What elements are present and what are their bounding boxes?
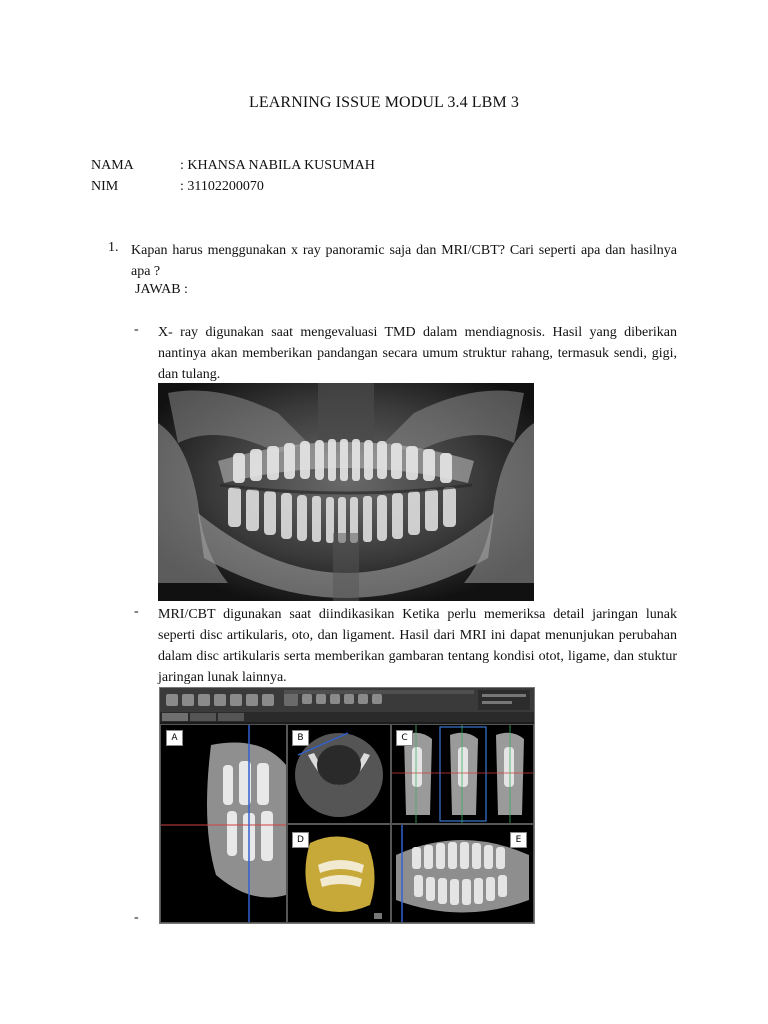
answer-xray-text: X- ray digunakan saat mengevaluasi TMD dalam mendiagnosis. Hasil yang diberikan nantinya akan memberikan pandangan secara umum struktur rahang, termasuk sendi, gigi, dan tulang.	[158, 325, 677, 382]
cbct-tab	[190, 713, 216, 721]
cbct-panel-label-c: C	[396, 730, 413, 746]
question-number: 1.	[108, 240, 119, 255]
name-value: : KHANSA NABILA KUSUMAH	[180, 158, 375, 173]
answer-bullet: -	[134, 604, 139, 619]
document-title: LEARNING ISSUE MODUL 3.4 LBM 3	[249, 94, 519, 111]
cbct-panel-label-b: B	[292, 730, 309, 746]
nim-label: NIM	[91, 179, 119, 194]
answer-label: JAWAB :	[135, 282, 188, 297]
answer-bullet: -	[134, 322, 139, 337]
name-label: NAMA	[91, 158, 134, 173]
question-text: Kapan harus menggunakan x ray panoramic saja dan MRI/CBT? Cari seperti apa dan hasilnya apa ?	[131, 243, 677, 279]
cbct-software-screenshot	[159, 687, 535, 924]
panoramic-xray-image	[158, 383, 534, 601]
cbct-panel-label-e: E	[510, 832, 527, 848]
cbct-panel-label-d: D	[292, 832, 309, 848]
cbct-tabs	[160, 712, 534, 722]
name-row	[91, 158, 375, 174]
cbct-panel-label-a: A	[166, 730, 183, 746]
nim-value: : 31102200070	[180, 179, 264, 194]
answer-bullet: -	[134, 910, 139, 925]
cbct-panel-a	[160, 724, 287, 923]
answer-mri-text: MRI/CBT digunakan saat diindikasikan Ketika perlu memeriksa detail jaringan lunak seperti disc artikularis, oto, dan ligament. Hasil dari MRI ini dapat menunjukan perubahan dalam disc artikularis serta memberikan gambaran tentang kondisi otot, ligame, dan stuktur jaringan lunak lainnya.	[158, 607, 677, 685]
cbct-tab	[162, 713, 188, 721]
nim-row	[91, 179, 264, 195]
cbct-tab	[218, 713, 244, 721]
cbct-toolbar	[160, 688, 534, 712]
